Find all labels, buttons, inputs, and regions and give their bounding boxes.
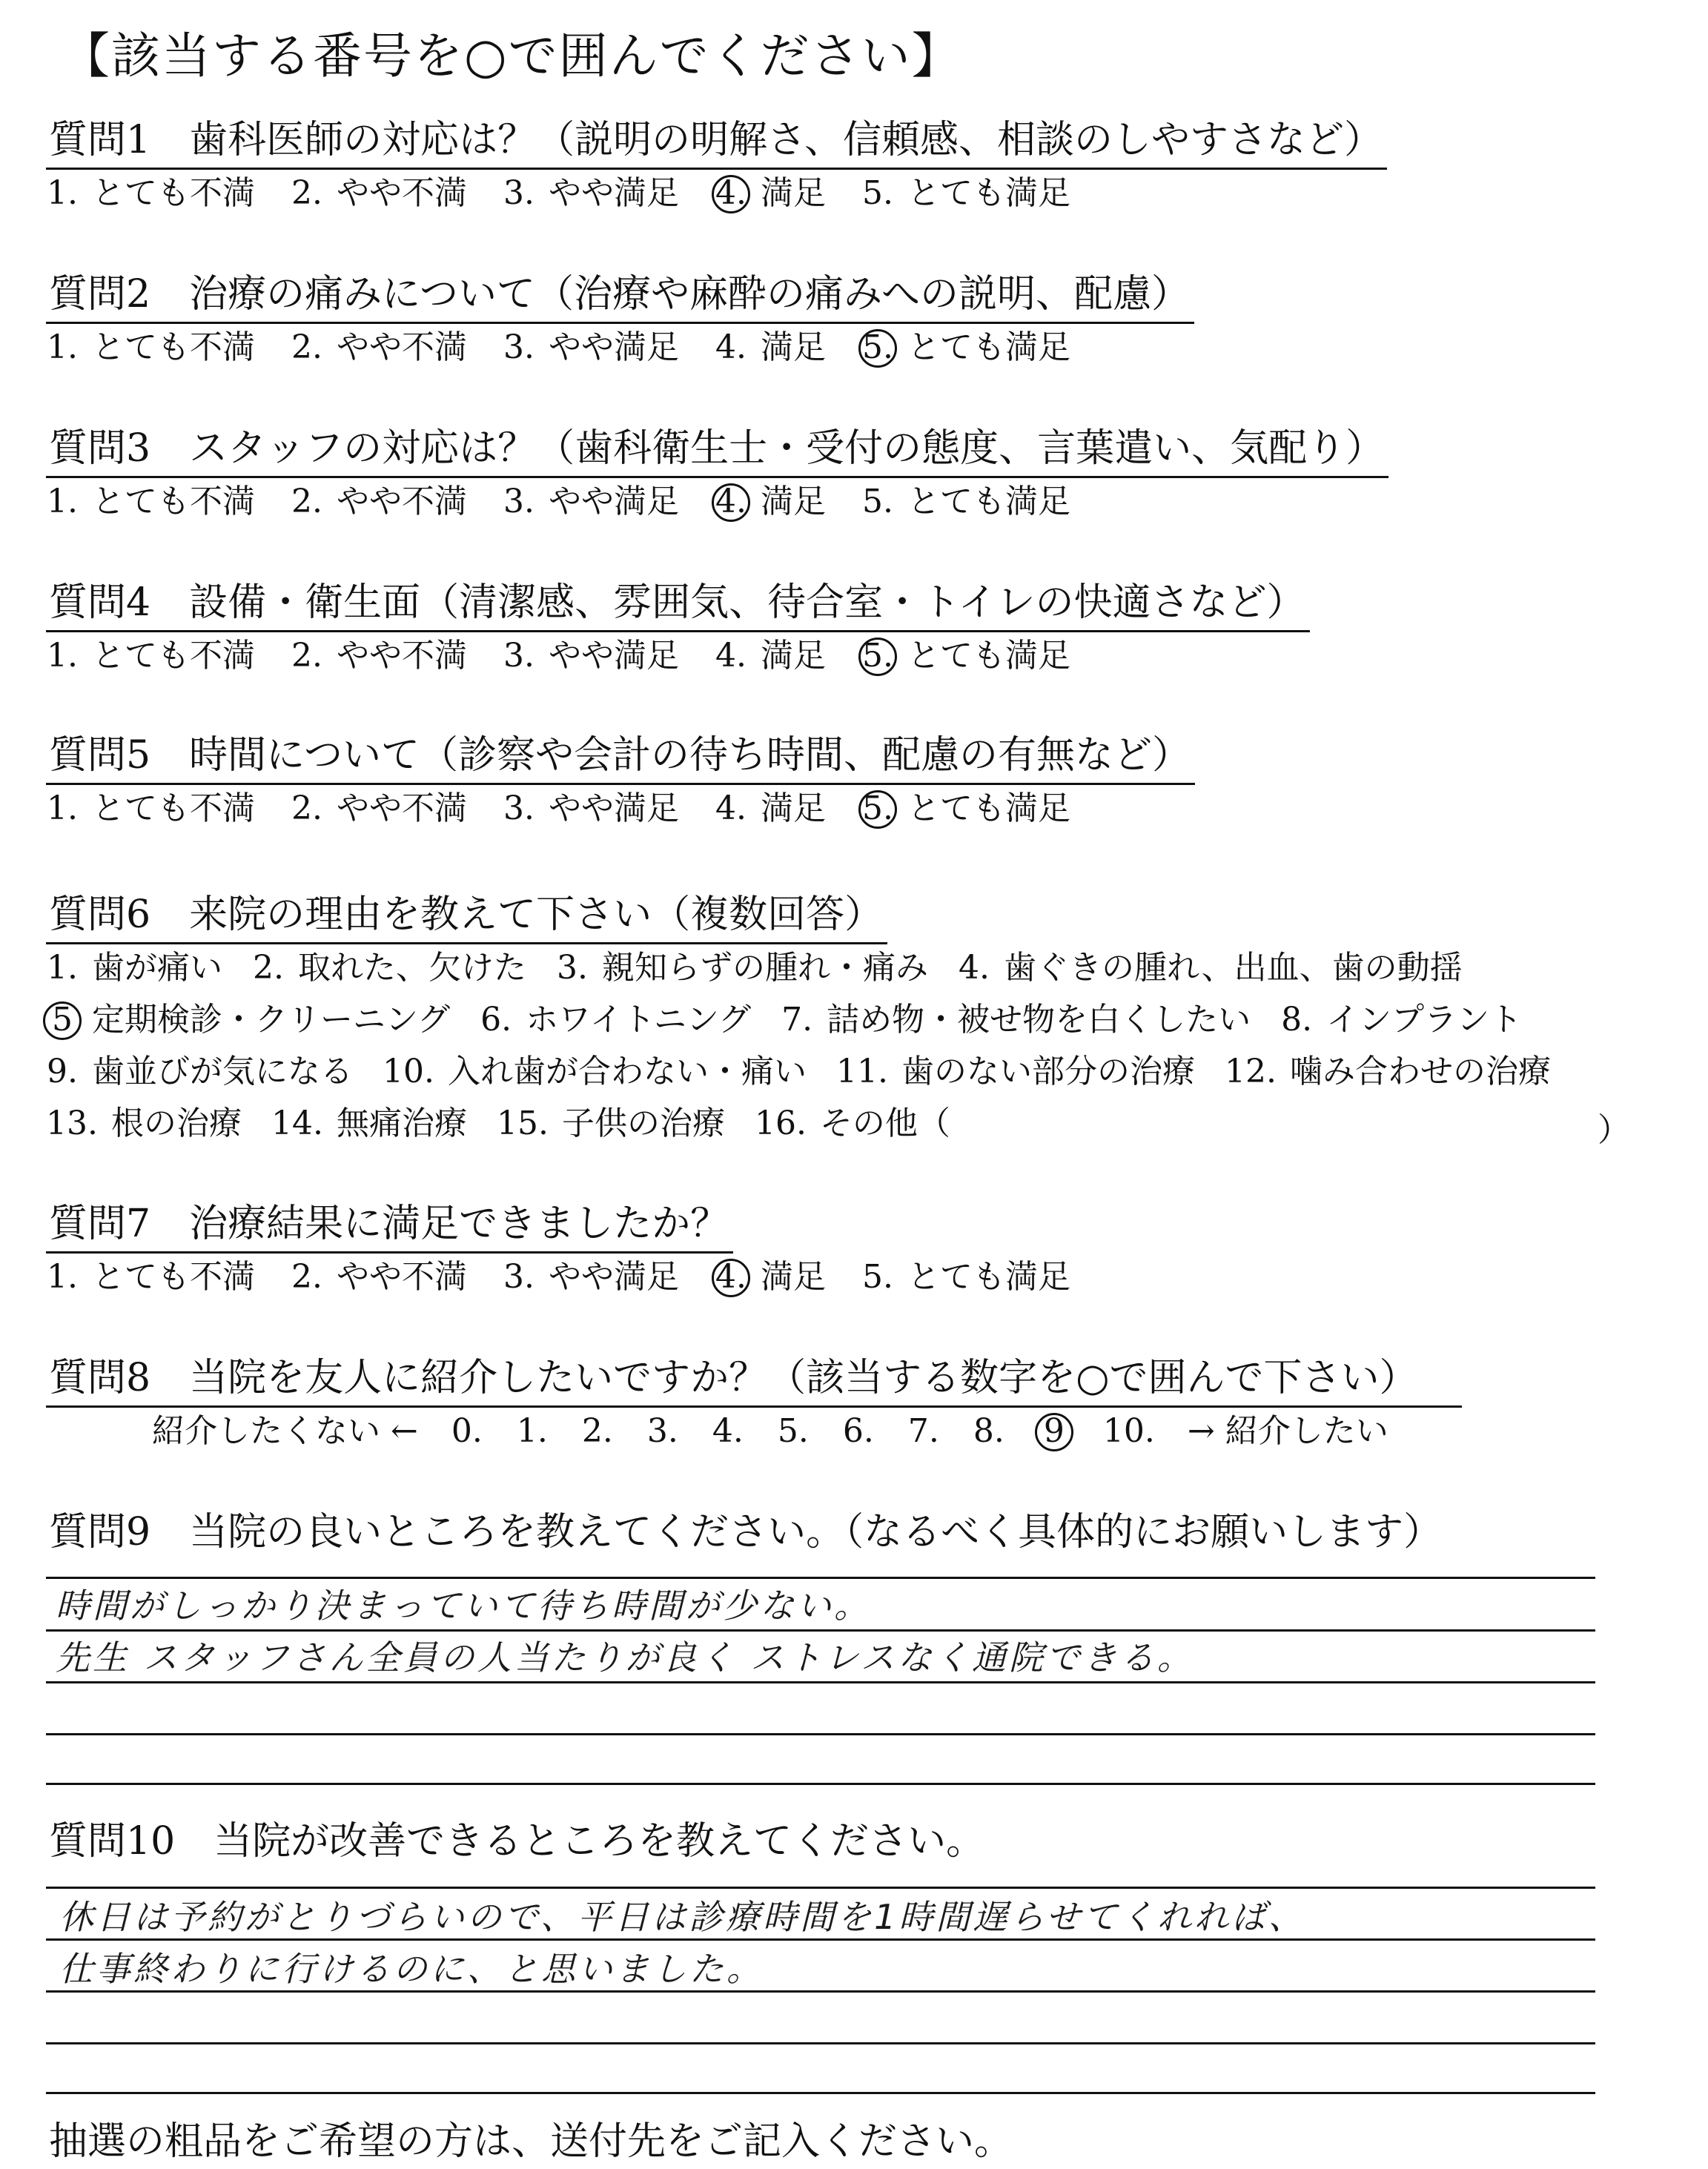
q2-option-5[interactable] [861,328,1070,368]
q10-rule-4 [46,2042,1595,2044]
q6-option-11-number: 11. [835,1053,888,1090]
q6-option-8-label: インプラント [1326,1001,1523,1039]
q6-option-16-label: その他（ [819,1105,950,1142]
q8-scale-5[interactable]: 5. [777,1412,809,1450]
q3-option-2-number: 2. [291,483,322,520]
q7-option-3-label: やや満足 [549,1258,679,1296]
q2-heading: 質問2 治療の痛みについて（治療や麻酔の痛みへの説明、配慮） [46,273,1194,324]
q6-option-6[interactable] [480,1001,751,1040]
q6-option-12-number: 12. [1224,1053,1277,1090]
q7-option-4-number: 4. [715,1258,747,1296]
q6-option-15-label: 子供の治療 [561,1105,725,1142]
q5-option-2-number: 2. [291,789,322,827]
q8-left-label: 紹介したくない ← [152,1412,418,1450]
q3-option-4-number: 4. [715,483,747,520]
q3-option-2[interactable] [291,483,467,522]
q1-options [46,174,1106,213]
q4-option-4[interactable] [715,637,826,676]
q6-line-3 [46,1053,1580,1092]
q1-option-2-number: 2. [291,174,322,212]
q3-option-4-label: 満足 [761,483,826,520]
q3-option-3[interactable] [503,483,679,522]
q6-option-4-label: 歯ぐきの腫れ、出血、歯の動揺 [1004,949,1463,987]
q2-option-3-label: やや満足 [549,328,679,366]
q8-scale-2[interactable]: 2. [581,1412,613,1450]
q4-option-2-label: やや不満 [337,637,467,675]
q5-option-1-number: 1. [47,789,78,827]
q7-heading: 質問7 治療結果に満足できましたか？ [46,1202,733,1254]
q1-option-2-label: やや不満 [337,174,467,212]
q6-option-12-label: 噛み合わせの治療 [1289,1053,1551,1090]
q6-option-1[interactable] [46,949,222,988]
q10-rule-2 [46,1938,1595,1941]
q6-option-13-number: 13. [46,1105,98,1142]
q9-heading: 質問9 当院の良いところを教えてください。（なるべく具体的にお願いします） [49,1510,1443,1554]
q6-heading: 質問6 来院の理由を教えて下さい（複数回答） [46,893,887,944]
q3-option-1-label: とても不満 [92,483,255,520]
q10-rule-1 [46,1887,1595,1889]
q6-option-5[interactable] [46,1001,450,1040]
q1-option-4-number: 4. [715,174,747,212]
q7-option-5-number: 5. [862,1258,893,1296]
q2-option-1-number: 1. [47,328,78,366]
q6-line-4 [46,1105,980,1144]
q1-option-1-number: 1. [47,174,78,212]
q10-answer-1: 休日は予約がとりづらいので、平日は診療時間を1時間遅らせてくれれば、 [59,1897,1305,1937]
q5-heading: 質問5 時間について（診察や会計の待ち時間、配慮の有無など） [46,734,1195,785]
q5-option-3-label: やや満足 [549,789,679,827]
q4-option-4-label: 満足 [761,637,826,675]
q6-option-10-number: 10. [383,1053,434,1090]
q2-option-1-label: とても不満 [92,328,255,366]
q3-option-5[interactable] [861,483,1070,522]
q4-option-3-label: やや満足 [549,637,679,675]
q5-option-2-label: やや不満 [337,789,467,827]
q2-option-5-label: とても満足 [907,328,1070,366]
q6-option-10[interactable] [383,1053,807,1092]
q6-option-2-number: 2. [253,949,284,987]
q1-option-3-label: やや満足 [549,174,679,212]
q9-rule-4 [46,1733,1595,1735]
q3-option-5-label: とても満足 [907,483,1070,520]
q6-option-6-number: 6. [480,1001,512,1039]
q6-option-11-label: 歯のない部分の治療 [901,1053,1195,1090]
q6-option-9-number: 9. [47,1053,78,1090]
q1-option-4-label: 満足 [761,174,826,212]
q1-option-4[interactable] [715,174,826,213]
q7-option-5-label: とても満足 [907,1258,1070,1296]
q8-heading: 質問8 当院を友人に紹介したいですか？（該当する数字を○で囲んで下さい） [46,1357,1462,1408]
q7-option-1-number: 1. [47,1258,78,1296]
q7-option-1[interactable] [46,1258,255,1297]
q10-answer-2: 仕事終わりに行けるのに、と思いました。 [59,1949,764,1989]
q1-option-5-number: 5. [862,174,893,212]
q7-option-3[interactable] [503,1258,679,1297]
q6-option-5-number: 5 [46,1001,79,1040]
q5-option-5-label: とても満足 [907,789,1070,827]
q1-option-2[interactable] [291,174,467,213]
q6-other-close-paren: ） [1598,1111,1630,1149]
q4-option-5-number: 5. [862,637,893,675]
q5-option-4-label: 満足 [761,789,826,827]
q5-option-4-number: 4. [715,789,747,827]
q8-scale-9[interactable]: 9 [1038,1412,1070,1451]
q1-option-3[interactable] [503,174,679,213]
q6-option-9-label: 歯並びが気になる [92,1053,353,1090]
q7-option-4[interactable] [715,1258,826,1297]
q1-option-3-number: 3. [503,174,534,212]
q6-line-1 [46,949,1492,988]
q6-option-1-label: 歯が痛い [92,949,222,987]
q7-option-2-number: 2. [291,1258,322,1296]
page-title: 【該当する番号を○で囲んでください】 [61,27,962,85]
q6-line-2 [46,1001,1552,1040]
q6-option-11[interactable] [836,1053,1195,1092]
q6-option-16[interactable] [755,1105,950,1144]
q8-scale [152,1412,1421,1451]
q8-scale-4[interactable]: 4. [712,1412,744,1450]
q6-option-12[interactable] [1225,1053,1551,1092]
q2-option-3[interactable] [503,328,679,368]
q3-heading: 質問3 スタッフの対応は？（歯科衛生士・受付の態度、言葉遣い、気配り） [46,427,1388,478]
q2-option-3-number: 3. [503,328,534,366]
q2-option-4-number: 4. [715,328,747,366]
q6-option-14[interactable] [271,1105,467,1144]
q2-option-2-label: やや不満 [337,328,467,366]
q4-option-1[interactable] [46,637,255,676]
q6-option-7[interactable] [781,1001,1251,1040]
q7-option-5[interactable] [861,1258,1070,1297]
q8-scale-6[interactable]: 6. [842,1412,874,1450]
q8-scale-0[interactable]: 0. [451,1412,483,1450]
q6-option-14-label: 無痛治療 [336,1105,467,1142]
q2-option-2-number: 2. [291,328,322,366]
q6-option-6-label: ホワイトニング [526,1001,752,1039]
q3-option-3-label: やや満足 [549,483,679,520]
q7-option-2-label: やや不満 [337,1258,467,1296]
q6-option-1-number: 1. [47,949,78,987]
q6-option-2-label: 取れた、欠けた [298,949,526,987]
q6-option-8[interactable] [1280,1001,1522,1040]
q5-option-3[interactable] [503,789,679,829]
q5-option-2[interactable] [291,789,467,829]
q8-scale-10[interactable]: 10. [1102,1412,1155,1450]
q8-right-label: → 紹介したい [1187,1412,1388,1450]
q6-option-14-number: 14. [271,1105,323,1142]
q6-option-2[interactable] [252,949,526,988]
q4-option-5[interactable] [861,637,1070,676]
q5-option-5-number: 5. [862,789,893,827]
q9-answer-2: 先生 スタッフさん全員の人当たりが良く ストレスなく通院できる。 [56,1637,1194,1678]
q4-option-3-number: 3. [503,637,534,675]
q10-rule-5 [46,2092,1595,2094]
q1-option-5-label: とても満足 [907,174,1070,212]
q7-option-3-number: 3. [503,1258,534,1296]
q6-option-15[interactable] [497,1105,725,1144]
q7-options [46,1258,1106,1297]
q8-scale-7[interactable]: 7. [907,1412,939,1450]
q7-option-2[interactable] [291,1258,467,1297]
q4-option-1-number: 1. [47,637,78,675]
q8-scale-8[interactable]: 8. [973,1412,1004,1450]
q6-option-13-label: 根の治療 [110,1105,242,1142]
q2-option-2[interactable] [291,328,467,368]
q3-option-1-number: 1. [47,483,78,520]
q5-option-5[interactable] [861,789,1070,829]
q4-option-2[interactable] [291,637,467,676]
q3-options [46,483,1106,522]
q4-option-2-number: 2. [291,637,322,675]
q5-option-4[interactable] [715,789,826,829]
q1-option-1-label: とても不満 [92,174,255,212]
q4-option-5-label: とても満足 [907,637,1070,675]
q5-option-1[interactable] [46,789,255,829]
q2-option-5-number: 5. [862,328,893,366]
q3-option-3-number: 3. [503,483,534,520]
q9-rule-5 [46,1783,1595,1785]
q4-heading: 質問4 設備・衛生面（清潔感、雰囲気、待合室・トイレの快適さなど） [46,581,1310,632]
q4-option-4-number: 4. [715,637,747,675]
q3-option-2-label: やや不満 [337,483,467,520]
q7-option-1-label: とても不満 [92,1258,255,1296]
q6-option-16-number: 16. [754,1105,807,1142]
q3-option-1[interactable] [46,483,255,522]
q10-rule-3 [46,1990,1595,1993]
footer-instruction: 抽選の粗品をご希望の方は、送付先をご記入ください。 [49,2119,1013,2164]
q6-option-8-number: 8. [1281,1001,1313,1039]
q6-option-3[interactable] [556,949,928,988]
q1-option-5[interactable] [861,174,1070,213]
q2-options [46,328,1106,368]
q6-option-13[interactable] [46,1105,242,1144]
q4-option-1-label: とても不満 [92,637,255,675]
q9-answer-1: 時間がしっかり決まっていて待ち時間が少ない。 [56,1586,871,1626]
q5-option-1-label: とても不満 [92,789,255,827]
q3-option-4[interactable] [715,483,826,522]
q8-scale-1[interactable]: 1. [516,1412,548,1450]
q1-heading: 質問1 歯科医師の対応は？（説明の明解さ、信頼感、相談のしやすさなど） [46,119,1387,170]
q2-option-4-label: 満足 [761,328,826,366]
q6-option-5-label: 定期検診・クリーニング [92,1001,451,1039]
q6-option-7-number: 7. [781,1001,813,1039]
q9-rule-3 [46,1681,1595,1683]
q6-option-15-number: 15. [496,1105,549,1142]
q3-option-5-number: 5. [862,483,893,520]
q6-option-4-number: 4. [959,949,990,987]
q5-option-3-number: 3. [503,789,534,827]
q6-option-9[interactable] [46,1053,353,1092]
q7-option-4-label: 満足 [761,1258,826,1296]
q5-options [46,789,1106,829]
q10-heading: 質問10 当院が改善できるところを教えてください。 [49,1819,985,1864]
q6-option-4[interactable] [958,949,1463,988]
q4-options [46,637,1106,676]
q6-option-7-label: 詰め物・被せ物を白くしたい [827,1001,1251,1039]
q2-option-1[interactable] [46,328,255,368]
q1-option-1[interactable] [46,174,255,213]
q6-option-3-label: 親知らずの腫れ・痛み [602,949,928,987]
q6-option-3-number: 3. [557,949,588,987]
q2-option-4[interactable] [715,328,826,368]
q8-scale-3[interactable]: 3. [646,1412,678,1450]
q4-option-3[interactable] [503,637,679,676]
q6-option-10-label: 入れ歯が合わない・痛い [447,1053,807,1090]
